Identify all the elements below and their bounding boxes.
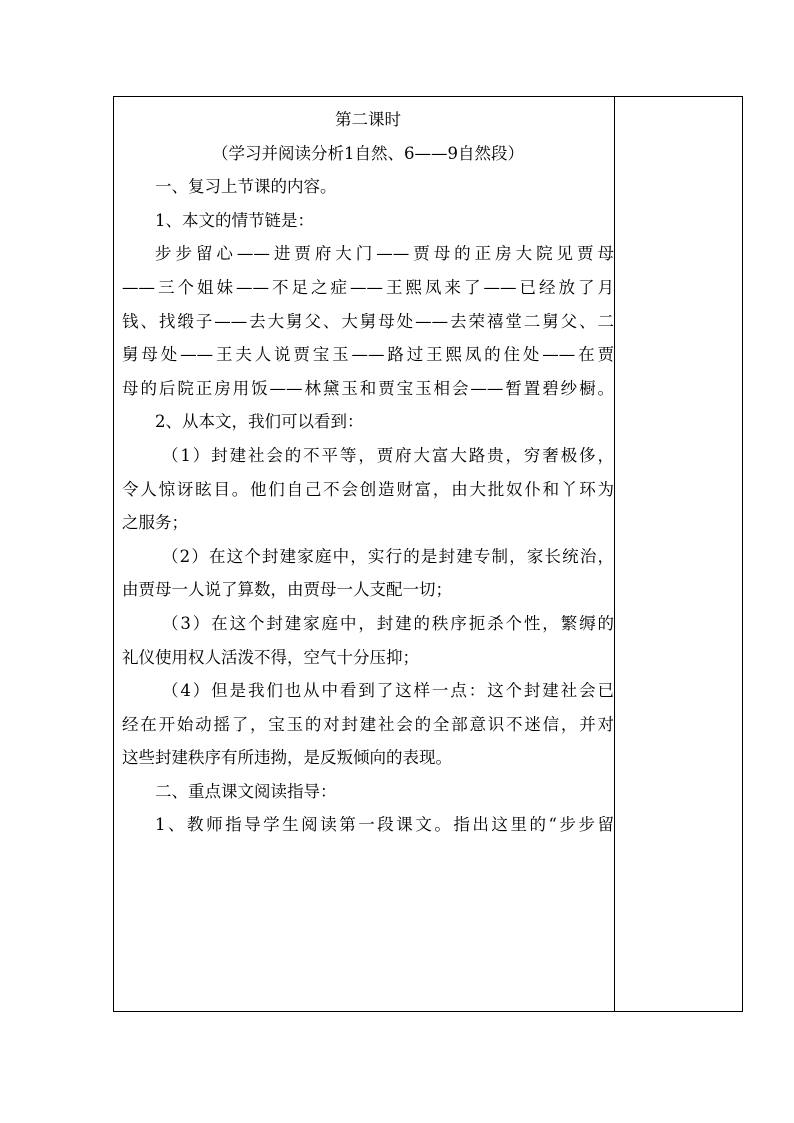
paragraph-line: 1、教师指导学生阅读第一段课文。指出这里的“步步留 <box>155 815 614 835</box>
lesson-table <box>113 96 743 1012</box>
paragraph-line: （4）但是我们也从中看到了这样一点：这个封建社会已 <box>162 681 614 701</box>
observations-heading: 2、从本文，我们可以看到： <box>155 412 364 432</box>
lesson-title: 第二课时 <box>335 110 401 129</box>
paragraph-line: 步步留心——进贾府大门——贾母的正房大院见贾母 <box>155 244 614 264</box>
paragraph-line: 之服务； <box>122 513 188 533</box>
paragraph-line: 令人惊讶眩目。他们自己不会创造财富，由大批奴仆和丫环为 <box>122 479 614 499</box>
paragraph-line: 舅母处——王夫人说贾宝玉——路过王熙凤的住处——在贾 <box>122 345 614 365</box>
notes-cell <box>615 97 742 1011</box>
paragraph-line: 这些封建秩序有所违拗，是反叛倾向的表现。 <box>122 748 452 768</box>
paragraph-line: 钱、找缎子——去大舅父、大舅母处——去荣禧堂二舅父、二 <box>122 311 614 331</box>
lesson-content <box>122 103 614 842</box>
paragraph-line: 母的后院正房用饭——林黛玉和贾宝玉相会——暂置碧纱橱。 <box>122 378 614 398</box>
paragraph-line: 由贾母一人说了算数，由贾母一人支配一切； <box>122 580 452 600</box>
paragraph-line: 经在开始动摇了，宝玉的对封建社会的全部意识不迷信，并对 <box>122 714 614 734</box>
paragraph-line: 礼仪使用权人活泼不得，空气十分压抑； <box>122 647 419 667</box>
review-heading: 一、复习上节课的内容。 <box>155 177 337 197</box>
paragraph-line: （2）在这个封建家庭中，实行的是封建专制，家长统治， <box>162 546 614 566</box>
paragraph-line: （3）在这个封建家庭中，封建的秩序扼杀个性，繁缛的 <box>162 613 614 633</box>
paragraph-line: ——三个姐妹——不足之症——王熙凤来了——已经放了月 <box>122 277 614 297</box>
plot-chain-heading: 1、本文的情节链是： <box>155 210 314 230</box>
lesson-content-cell <box>114 97 615 1011</box>
paragraph-line: （1）封建社会的不平等，贾府大富大路贵，穷奢极侈， <box>162 445 614 465</box>
reading-guide-heading: 二、重点课文阅读指导： <box>155 781 337 801</box>
lesson-subtitle: （学习并阅读分析1自然、6——9自然段） <box>212 143 524 163</box>
